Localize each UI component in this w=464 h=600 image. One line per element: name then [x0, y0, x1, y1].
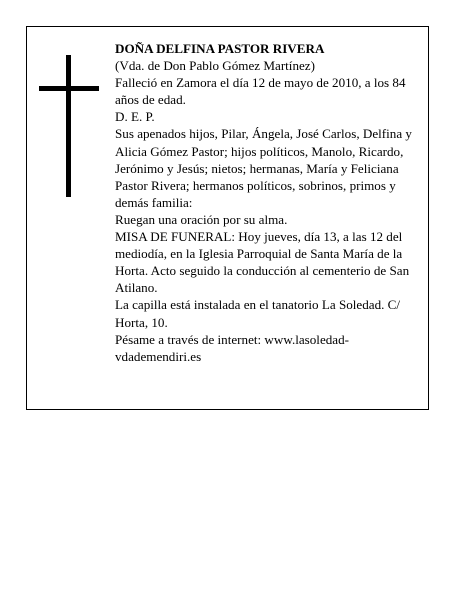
- obituary-notice: [26, 26, 429, 410]
- cross-icon: [39, 55, 99, 197]
- funeral-mass: MISA DE FUNERAL: Hoy jueves, día 13, a las 12 del mediodía, en la Iglesia Parroquial de Santa María de la Horta. Acto seguido la conducción al cementerio de San Atilano.: [115, 229, 410, 296]
- chapel-location: La capilla está instalada en el tanatorio La Soledad. C/ Horta, 10.: [115, 297, 401, 330]
- death-notice: Falleció en Zamora el día 12 de mayo de 2010, a los 84 años de edad.: [115, 75, 406, 108]
- cross-horizontal-bar: [39, 86, 99, 91]
- rip-line: D. E. P.: [115, 109, 155, 125]
- obituary-text: [115, 40, 421, 365]
- family-list: Sus apenados hijos, Pilar, Ángela, José Carlos, Delfina y Alicia Gómez Pastor; hijos políticos, Manolo, Ricardo, Jerónimo y Jesús; nietos; hermanas, María y Feliciana Pastor Rivera; hermanos políticos, sobrinos, primos y demás familia:: [115, 126, 412, 210]
- condolences-link: Pésame a través de internet: www.lasoledad-vdademendiri.es: [115, 331, 350, 364]
- deceased-name: DOÑA DELFINA PASTOR RIVERA: [115, 41, 325, 56]
- cross-vertical-bar: [66, 55, 71, 197]
- prayer-request: Ruegan una oración por su alma.: [115, 211, 288, 227]
- widow-of-line: (Vda. de Don Pablo Gómez Martínez): [115, 58, 315, 74]
